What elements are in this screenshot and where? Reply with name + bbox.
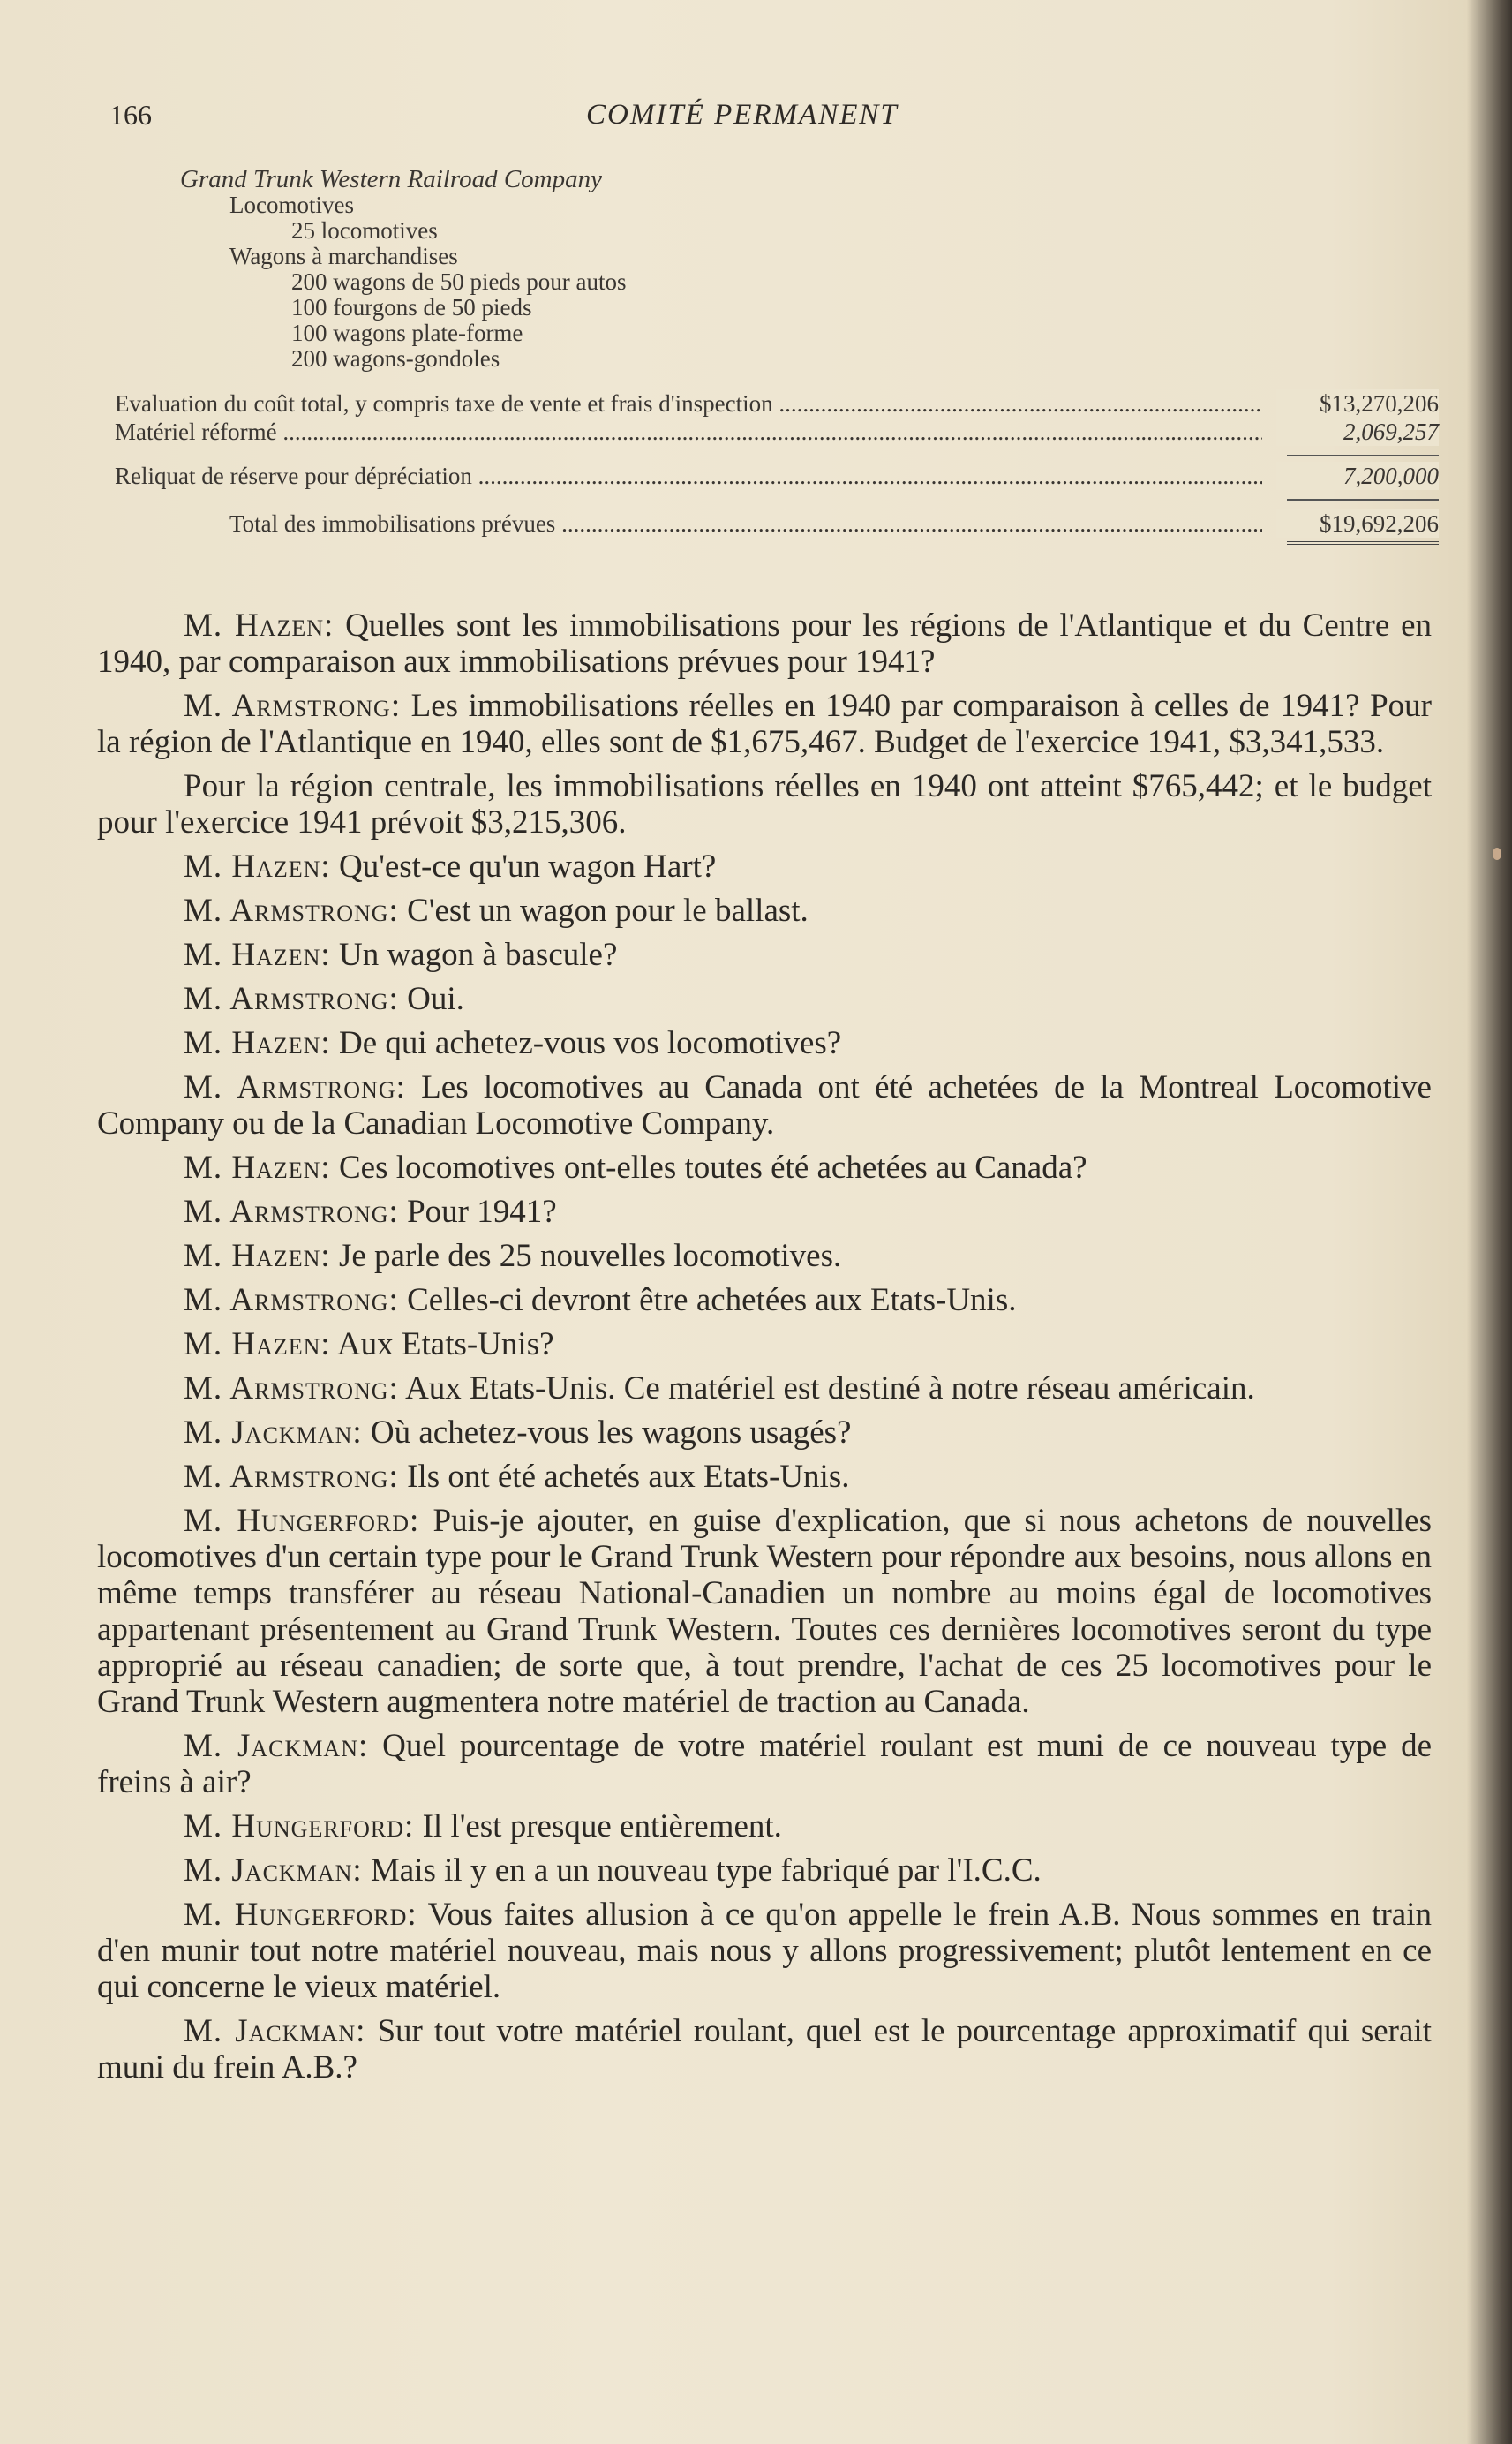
paragraph-text: Aux Etats-Unis? [336,1326,554,1362]
page-header [109,99,1441,143]
speaker-name: M. Armstrong: [184,688,402,724]
transcript-paragraph [97,1370,1432,1407]
paragraph-text: C'est un wagon pour le ballast. [407,893,809,929]
paragraph-text: Ils ont été achetés aux Etats-Unis. [407,1459,850,1495]
transcript-paragraph [97,1808,1432,1844]
reforme-label: Matériel réformé ..... [115,418,1262,446]
paragraph-text: Les immobilisations réelles en 1940 par comparaison à celles de 1941? Pour la région de l'Atlantique en 1940, elles sont de $1,675,467. Budget de l'exercice 1941, $3,341,533. [97,688,1432,760]
transcript-paragraph [97,1150,1432,1186]
transcript-paragraph [97,1282,1432,1318]
speaker-name: M. Hazen: [184,1238,331,1274]
transcript-paragraph [97,1852,1432,1889]
paragraph-text: Puis-je ajouter, en guise d'explication, que si nous achetons de nouvelles locomotives d'un certain type pour le Grand Trunk Western pour répondre aux besoins, nous allons en même temps transférer au réseau National-Canadien un nombre au moins égal de locomotives appartenant présentement au Grand Trunk Western. Toutes ces dernières locomotives seront du type approprié au réseau canadien; de sorte que, à tout prendre, l'achat de ces 25 locomotives pour le Grand Trunk Western augmentera notre matériel de traction au Canada. [97,1503,1433,1720]
transcript-paragraph [97,1414,1432,1451]
reliquat-row [115,462,1439,490]
speaker-name: M. Hungerford: [184,1503,420,1539]
total-rule [1287,499,1439,501]
speaker-name: M. Armstrong: [184,893,399,929]
speaker-name: M. Hazen: [184,1326,331,1362]
transcript-paragraph [97,849,1432,885]
transcript-paragraph [97,1025,1432,1061]
evaluation-row [115,389,1439,418]
transcript-paragraph [97,981,1432,1017]
speaker-name: M. Jackman: [184,1728,369,1764]
group-item: 200 wagons-gondoles [291,345,500,372]
group-label: Locomotives [229,192,354,218]
speaker-name: M. Armstrong: [184,1459,399,1495]
paragraph-text: Où achetez-vous les wagons usagés? [370,1414,852,1451]
paragraph-text: Oui. [407,981,464,1017]
capital-expenditure-table [115,166,1439,552]
total-double-rule [1287,541,1439,545]
speaker-name: M. Armstrong: [184,1069,406,1105]
speaker-name: M. Hungerford: [184,1897,417,1933]
transcript-paragraph [97,1326,1432,1362]
reforme-row [115,418,1439,446]
transcript-paragraph [97,688,1432,760]
paragraph-text: Celles-ci devront être achetées aux Etats-Unis. [407,1282,1017,1318]
group-item: 200 wagons de 50 pieds pour autos [291,268,627,295]
total-row [115,509,1439,538]
paragraph-text: Les locomotives au Canada ont été achetées de la Montreal Locomotive Company ou de la Canadian Locomotive Company. [97,1069,1432,1142]
transcript-body [97,607,1432,2093]
paragraph-text: Qu'est-ce qu'un wagon Hart? [338,849,717,885]
speaker-name: M. Jackman: [184,1852,363,1889]
subtotal-rule [1287,455,1439,456]
transcript-paragraph [97,1728,1432,1800]
company-name: Grand Trunk Western Railroad Company [180,165,602,193]
page-number: 166 [109,99,152,131]
speaker-name: M. Armstrong: [184,981,399,1017]
reliquat-label: Reliquat de réserve pour dépréciation ..... [115,462,1262,490]
paragraph-text: Pour 1941? [407,1194,557,1230]
speaker-name: M. Jackman: [184,2013,366,2049]
speaker-name: M. Armstrong: [184,1194,399,1230]
transcript-paragraph [97,1238,1432,1274]
speaker-name: M. Armstrong: [184,1370,399,1407]
evaluation-label: Evaluation du coût total, y compris taxe de vente et frais d'inspection ..... [115,389,1262,418]
transcript-paragraph [97,2013,1432,2086]
transcript-paragraph [97,893,1432,929]
reliquat-amount: 7,200,000 [1276,462,1439,490]
total-amount: $19,692,206 [1276,509,1439,538]
speaker-name: M. Jackman: [184,1414,363,1451]
paragraph-text: Quelles sont les immobilisations pour les régions de l'Atlantique et du Centre en 1940, par comparaison aux immobilisations prévues pour 1941? [97,607,1432,680]
speaker-name: M. Hazen: [184,937,331,973]
transcript-paragraph [97,937,1432,973]
running-title: COMITÉ PERMANENT [586,99,899,131]
group-label: Wagons à marchandises [229,243,458,269]
paragraph-text: Il l'est presque entièrement. [422,1808,782,1844]
transcript-paragraph [97,768,1432,841]
transcript-paragraph [97,1194,1432,1230]
paragraph-text: Un wagon à bascule? [338,937,618,973]
group-item: 25 locomotives [291,217,438,244]
speaker-name: M. Hazen: [184,1150,331,1186]
paragraph-text: Je parle des 25 nouvelles locomotives. [338,1238,842,1274]
paragraph-text: De qui achetez-vous vos locomotives? [338,1025,842,1061]
group-item: 100 fourgons de 50 pieds [291,294,532,321]
paragraph-text: Sur tout votre matériel roulant, quel est le pourcentage approximatif qui serait muni du frein A.B.? [97,2013,1432,2086]
paper-stain [1493,848,1501,860]
paragraph-text: Aux Etats-Unis. Ce matériel est destiné à notre réseau américain. [405,1370,1255,1407]
paragraph-text: Mais il y en a un nouveau type fabriqué par l'I.C.C. [370,1852,1042,1889]
speaker-name: M. Hazen: [184,849,331,885]
paragraph-text: Pour la région centrale, les immobilisations réelles en 1940 ont atteint $765,442; et le budget pour l'exercice 1941 prévoit $3,215,306. [97,768,1432,841]
paragraph-text: Vous faites allusion à ce qu'on appelle le frein A.B. Nous sommes en train d'en munir tout notre matériel nouveau, mais nous y allons progressivement; plutôt lentement en ce qui concerne le vieux matériel. [97,1897,1432,2005]
evaluation-amount: $13,270,206 [1276,389,1439,418]
speaker-name: M. Hazen: [184,1025,331,1061]
paragraph-text: Ces locomotives ont-elles toutes été achetées au Canada? [338,1150,1087,1186]
reforme-amount: 2,069,257 [1276,418,1439,446]
transcript-paragraph [97,1459,1432,1495]
group-item: 100 wagons plate-forme [291,320,523,346]
transcript-paragraph [97,1503,1432,1720]
speaker-name: M. Hazen: [184,607,335,644]
transcript-paragraph [97,1897,1432,2005]
speaker-name: M. Armstrong: [184,1282,399,1318]
transcript-paragraph [97,1069,1432,1142]
transcript-paragraph [97,607,1432,680]
paragraph-text: Quel pourcentage de votre matériel roulant est muni de ce nouveau type de freins à air? [97,1728,1432,1800]
speaker-name: M. Hungerford: [184,1808,415,1844]
total-label: Total des immobilisations prévues ..... [229,509,1262,538]
